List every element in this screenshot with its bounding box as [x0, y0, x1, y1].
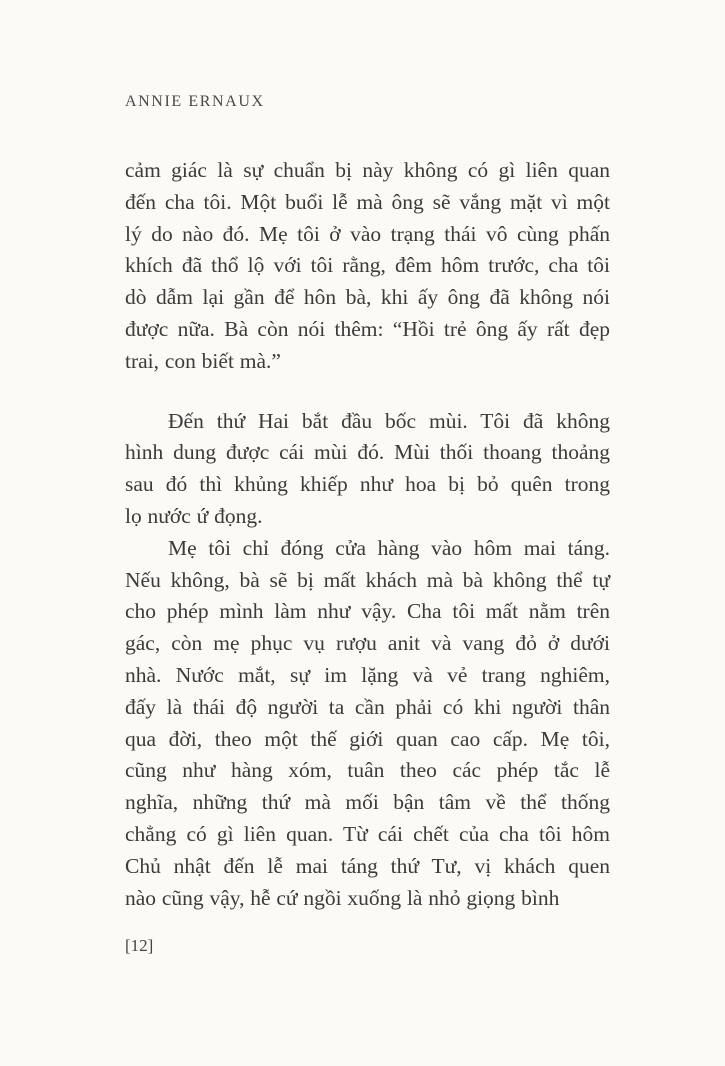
text-line: hình dung được cái mùi đó. Mùi thối thoang thoảng [125, 440, 610, 465]
text-line: cũng như hàng xóm, tuân theo các phép tắc lễ [125, 758, 610, 783]
text-line: sau đó thì khủng khiếp như hoa bị bỏ quên trong [125, 472, 610, 497]
text-line: lý do nào đó. Mẹ tôi ở vào trạng thái vô cùng phấn [125, 221, 610, 246]
text-line: trai, con biết mà.” [125, 348, 281, 373]
text-line: gác, còn mẹ phục vụ rượu anit và vang đỏ ở dưới [125, 631, 610, 656]
text-line: khích đã thổ lộ với tôi rằng, đêm hôm trước, cha tôi [125, 253, 610, 278]
text-line: đến cha tôi. Một buổi lễ mà ông sẽ vắng mặt vì một [125, 189, 610, 214]
page-number: [12] [125, 936, 154, 955]
paragraph [125, 155, 610, 378]
text-line: cảm giác là sự chuẩn bị này không có gì liên quan [125, 158, 610, 182]
text-line: nhà. Nước mắt, sự im lặng và vẻ trang nghiêm, [125, 662, 610, 687]
text-line: Nếu không, bà sẽ bị mất khách mà bà không thể tự [125, 567, 610, 592]
text-line: được nữa. Bà còn nói thêm: “Hồi trẻ ông ấy rất đẹp [125, 316, 610, 341]
paragraph [125, 533, 610, 915]
text-line: Chủ nhật đến lễ mai táng thứ Tư, vị khách quen [125, 853, 610, 878]
body-text [125, 155, 610, 914]
text-line: lọ nước ứ đọng. [125, 503, 263, 528]
text-line: đấy là thái độ người ta cần phải có khi người thân [125, 694, 610, 719]
text-line: dò dẫm lại gần để hôn bà, khi ấy ông đã không nói [125, 285, 610, 310]
text-line: Mẹ tôi chỉ đóng cửa hàng vào hôm mai táng. [168, 535, 610, 560]
text-line: cho phép mình làm như vậy. Cha tôi mất nằm trên [125, 599, 610, 624]
running-header: ANNIE ERNAUX [125, 93, 265, 110]
text-line: Đến thứ Hai bắt đầu bốc mùi. Tôi đã không [168, 408, 610, 433]
paragraph [125, 406, 610, 533]
text-line: chẳng có gì liên quan. Từ cái chết của cha tôi hôm [125, 821, 610, 846]
text-line: qua đời, theo một thế giới quan cao cấp. Mẹ tôi, [125, 726, 610, 751]
text-line: nghĩa, những thứ mà mối bận tâm về thể thống [125, 790, 610, 815]
text-line: nào cũng vậy, hễ cứ ngồi xuống là nhỏ giọng bình [125, 885, 560, 910]
